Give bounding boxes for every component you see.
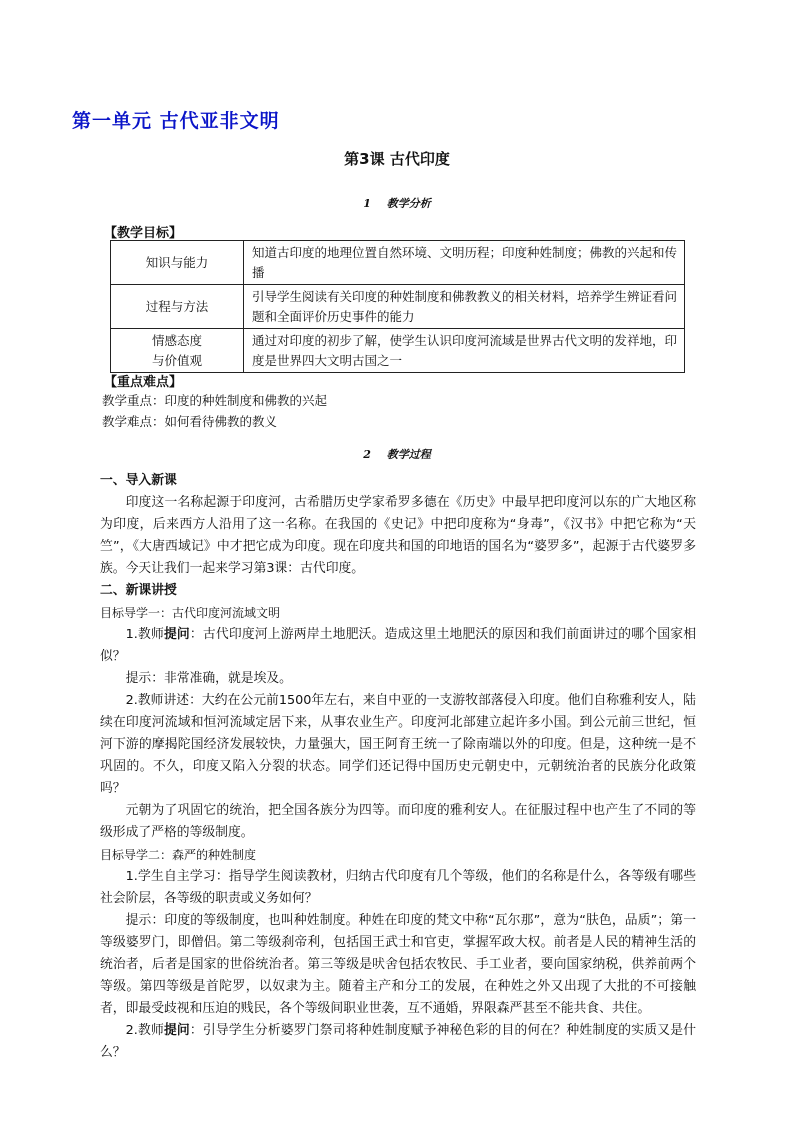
table-row xyxy=(111,241,685,285)
q3-text: 指导学生阅读教材，归纳古代印度有几个等级，他们的名称是什么，各等级有哪些社会阶层，各等级的职责或义务如何？ xyxy=(100,869,696,906)
goal-value: 引导学生阅读有关印度的种姓制度和佛教教义的相关材料，培养学生辨证看问题和全面评价历史事件的能力 xyxy=(244,285,685,329)
difficulty-point: 教学难点：如何看待佛教的教义 xyxy=(102,414,278,429)
q2-prefix: 2.教师讲述： xyxy=(125,693,202,708)
table-row xyxy=(111,285,685,329)
part1-text: 印度这一名称起源于印度河，古希腊历史学家希罗多德在《历史》中最早把印度河以东的广大地区称为印度，后来西方人沿用了这一名称。在我国的《史记》中把印度称为“身毒”，《汉书》中把它称为“天竺”，《大唐西域记》中才把它成为印度。现在印度共和国的印地语的国名为“婆罗多”，起源于古代婆罗多族。今天让我们一起来学习第3课：古代印度。 xyxy=(100,495,696,576)
goal-key-line1: 情感态度 xyxy=(151,332,202,348)
part2-heading: 二、新课讲授 xyxy=(100,583,177,598)
unit-title: 第一单元 古代亚非文明 xyxy=(72,110,280,132)
q3-prefix: 1.学生自主学习： xyxy=(125,869,229,884)
guide1-prefix: 目标导学一： xyxy=(100,606,173,620)
guide1 xyxy=(100,602,696,624)
q4-prefix: 2.教师 xyxy=(125,1023,164,1038)
question4 xyxy=(100,1020,696,1064)
teaching-goals-table xyxy=(110,240,685,373)
goals-label: 【教学目标】 xyxy=(104,226,183,241)
goal-key: 知识与能力 xyxy=(111,241,244,285)
question2-cont: 元朝为了巩固它的统治，把全国各族分为四等。而印度的雅利安人。在征服过程中也产生了不同的等级形成了严格的等级制度。 xyxy=(100,803,696,840)
goal-key: 过程与方法 xyxy=(111,285,244,329)
goal-key xyxy=(111,329,244,373)
hint1: 提示：非常准确，就是埃及。 xyxy=(125,671,292,686)
question3 xyxy=(100,866,696,910)
part1-heading: 一、导入新课 xyxy=(100,473,177,488)
goal-key-line2: 与价值观 xyxy=(151,352,202,368)
guide2-prefix: 目标导学二： xyxy=(100,848,173,862)
q1-bold: 提问 xyxy=(163,627,190,642)
guide1-text: 古代印度河流域文明 xyxy=(172,606,281,620)
q4-text: ：引导学生分析婆罗门祭司将种姓制度赋予神秘色彩的目的何在？种姓制度的实质又是什么？ xyxy=(100,1023,697,1060)
hint2: 提示：印度的等级制度，也叫种姓制度。种姓在印度的梵文中称“瓦尔那”，意为“肤色，品质”；第一等级婆罗门，即僧侣。第二等级刹帝利，包括国王武士和官吏，掌握军政大权。前者是人民的精神生活的统治者，后者是国家的世俗统治者。第三等级是吠舍包括农牧民、手工业者，要向国家纳税，供养前两个等级。第四等级是首陀罗，以奴隶为主。随着主产和分工的发展，在种姓之外又出现了大批的不可接触者，即最受歧视和压迫的贱民，各个等级间职业世袭，互不通婚，界限森严甚至不能共食、共住。 xyxy=(100,913,696,1016)
key-points-label: 【重点难点】 xyxy=(104,375,183,390)
section-title: 教学分析 xyxy=(386,197,431,210)
goal-value: 通过对印度的初步了解，使学生认识印度河流域是世界古代文明的发祥地，印度是世界四大文明古国之一 xyxy=(244,329,685,373)
lesson-body xyxy=(100,470,696,1064)
guide2 xyxy=(100,844,696,866)
question1 xyxy=(100,624,696,668)
section-number: 2 xyxy=(363,448,371,461)
key-point: 教学重点：印度的种姓制度和佛教的兴起 xyxy=(102,393,328,408)
guide2-text: 森严的种姓制度 xyxy=(172,848,257,862)
q1-prefix: 1.教师 xyxy=(125,627,164,642)
section-heading-process xyxy=(0,446,794,462)
goal-value: 知道古印度的地理位置自然环境、文明历程；印度种姓制度；佛教的兴起和传播 xyxy=(244,241,685,285)
section-number: 1 xyxy=(363,197,371,210)
section-heading-analysis xyxy=(0,195,794,211)
lesson-title: 第3课 古代印度 xyxy=(344,150,450,168)
q1-text: ：古代印度河上游两岸土地肥沃。造成这里土地肥沃的原因和我们前面讲过的哪个国家相似？ xyxy=(100,627,697,664)
q4-bold: 提问 xyxy=(163,1023,190,1038)
table-row xyxy=(111,329,685,373)
q2-text: 大约在公元前1500年左右，来自中亚的一支游牧部落侵入印度。他们自称雅利安人，陆续在印度河流域和恒河流域定居下来，从事农业生产。印度河北部建立起许多小国。到公元前三世纪，恒河下游的摩揭陀国经济发展较快，力量强大，国王阿育王统一了除南端以外的印度。但是，这种统一是不巩固的。不久，印度又陷入分裂的状态。同学们还记得中国历史元朝史中，元朝统治者的民族分化政策吗？ xyxy=(100,693,696,796)
question2 xyxy=(100,690,696,800)
section-title: 教学过程 xyxy=(386,448,431,461)
